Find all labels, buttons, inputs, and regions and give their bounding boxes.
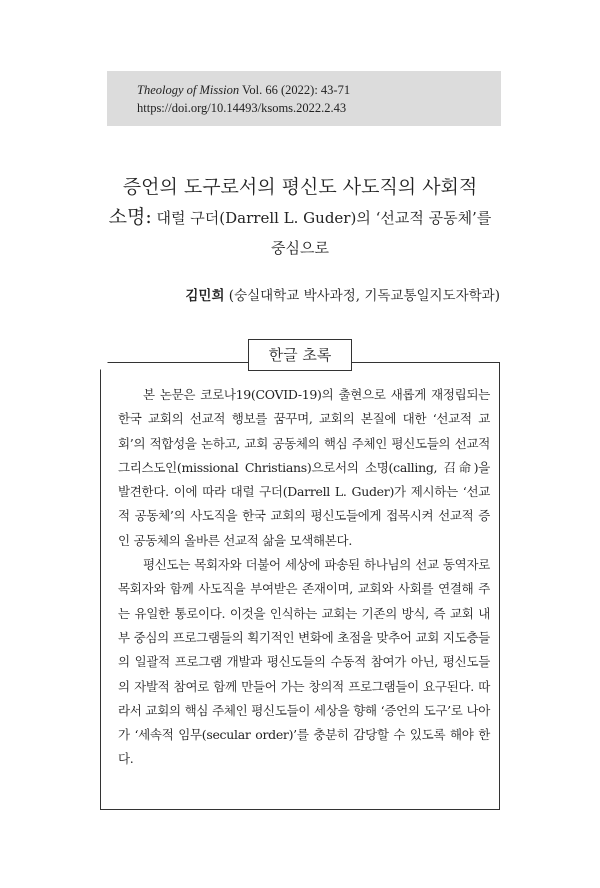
journal-name: Theology of Mission [137,83,240,97]
author-name: 김민희 [185,288,225,304]
abstract-paragraph-2: 평신도는 목회자와 더불어 세상에 파송된 하나님의 선교 동역자로 목회자와 함께 사도직을 부여받은 존재이며, 교회와 사회를 연결해 주는 유일한 통로이다. 이것을 인식하는 교회는 기존의 방식, 즉 교회 내부 중심의 프로그램들의 획기적인 변화에 초점을 맞추어 교회 지도층들의 일괄적 프로그램 개발과 평신도들의 수동적 참여가 아닌, 평신도들의 자발적 참여로 함께 만들어 가는 창의적 프로그램들이 요구된다. 따라서 교회의 핵심 주체인 평신도들이 세상을 향해 ‘증언의 도구’로 나아가 ‘세속적 임무(secular order)’를 충분히 감당할 수 있도록 해야 한다. [118,557,490,767]
title-line-2-main: 소명: [108,206,152,228]
abstract-label: 한글 초록 [248,339,352,371]
title-line-3: 중심으로 [271,239,329,257]
author-line [185,284,500,304]
paper-title [90,172,510,263]
journal-citation-box [107,71,501,126]
journal-citation-line [137,81,501,99]
journal-doi: https://doi.org/10.14493/ksoms.2022.2.43 [137,101,347,115]
title-line-2 [90,202,510,233]
author-affiliation: (숭실대학교 박사과정, 기독교통일지도자학과) [224,288,500,304]
abstract-paragraph-1: 본 논문은 코로나19(COVID-19)의 출현으로 새롭게 재정립되는 한국 교회의 선교적 행보를 꿈꾸며, 교회의 본질에 대한 ‘선교적 교회’의 적합성을 논하고, 교회 공동체의 핵심 주체인 평신도들의 선교적 그리스도인(missional Christians)으로서의 소명(calling, 召命)을 발견한다. 이에 따라 대럴 구더(Darrell L. Guder)가 제시하는 ‘선교적 공동체’의 사도직을 한국 교회의 평신도들에게 접목시켜 선교적 증인 공동체의 올바른 선교적 삶을 모색해본다. [118,387,490,548]
title-line-2-sub: 대럴 구더(Darrell L. Guder)의 ‘선교적 공동체’를 [151,209,492,227]
abstract-text [118,383,490,772]
journal-volume: Vol. 66 (2022): 43-71 [239,83,351,97]
title-line-1: 증언의 도구로서의 평신도 사도직의 사회적 [122,176,478,198]
